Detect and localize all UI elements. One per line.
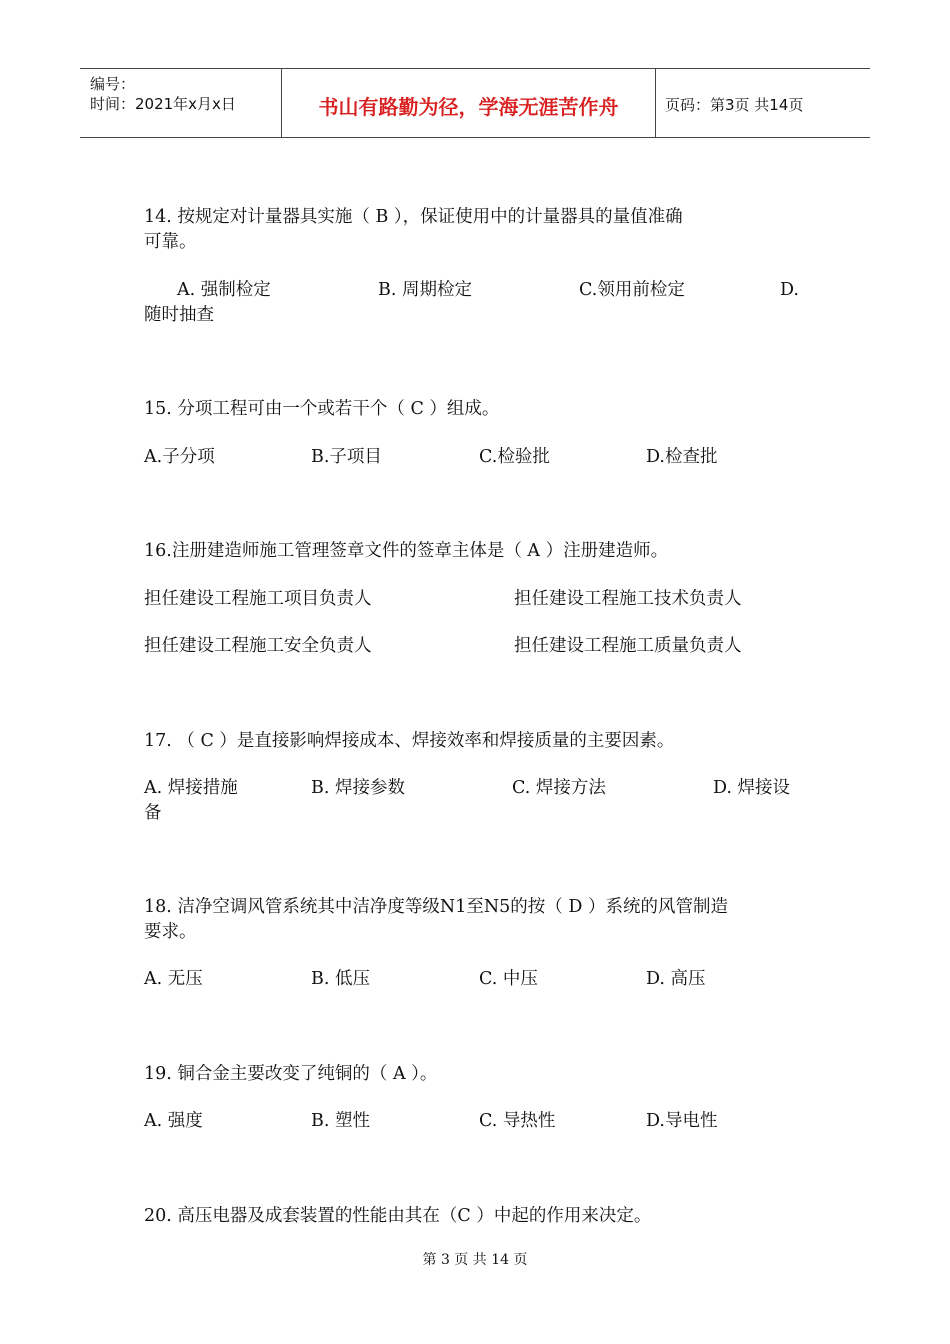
question-16-option-c: 担任建设工程施工安全负责人 [144,636,372,656]
question-19-option-c: C. 导热性 [479,1111,556,1131]
time-label: 时间：2021年x月x日 [90,95,236,113]
header-motto-cell [281,69,656,137]
question-18-stem-line-2: 要求。 [144,922,197,942]
header-page-cell [655,69,870,137]
question-14-option-a: A. 强制检定 [177,280,271,300]
question-18-option-a: A. 无压 [144,969,203,989]
question-20-stem: 20. 高压电器及成套装置的性能由其在（C ）中起的作用来决定。 [144,1206,652,1226]
question-14-option-d: D. [780,280,799,300]
question-18-option-d: D. 高压 [646,969,706,989]
question-14-option-c: C.领用前检定 [579,280,685,300]
question-17-option-a: A. 焊接措施 [144,778,238,798]
question-14-stem-line-1: 14. 按规定对计量器具实施（ B ），保证使用中的计量器具的量值准确 [144,207,683,227]
question-15-option-c: C.检验批 [479,447,550,467]
motto-text: 书山有路勤为径，学海无涯苦作舟 [318,95,619,119]
question-18-option-c: C. 中压 [479,969,538,989]
question-16-stem: 16.注册建造师施工管理签章文件的签章主体是（ A ）注册建造师。 [144,541,669,561]
question-16-option-d: 担任建设工程施工质量负责人 [514,636,742,656]
question-15-option-a: A.子分项 [144,447,215,467]
page-footer: 第 3 页 共 14 页 [422,1252,528,1268]
question-15-option-b: B.子项目 [311,447,382,467]
question-14-stem-line-2: 可靠。 [144,232,197,252]
question-16-option-b: 担任建设工程施工技术负责人 [514,589,742,609]
number-label: 编号： [90,75,136,93]
question-17-option-c: C. 焊接方法 [512,778,606,798]
question-19-stem: 19. 铜合金主要改变了纯铜的（ A ）。 [144,1064,438,1084]
question-14-option-d-wrap: 随时抽查 [144,305,214,325]
question-17-option-d: D. 焊接设 [713,778,791,798]
page-header [80,68,870,138]
question-19-option-b: B. 塑性 [311,1111,370,1131]
question-17-option-b: B. 焊接参数 [311,778,405,798]
question-17-option-d-wrap: 备 [144,803,162,823]
header-meta-cell [80,69,281,137]
question-18-option-b: B. 低压 [311,969,370,989]
question-18-stem-line-1: 18. 洁净空调风管系统其中洁净度等级N1至N5的按（ D ）系统的风管制造 [144,897,728,917]
page-info: 页码：第3页 共14页 [665,96,804,114]
question-17-stem: 17. （ C ）是直接影响焊接成本、焊接效率和焊接质量的主要因素。 [144,731,675,751]
question-16-option-a: 担任建设工程施工项目负责人 [144,589,372,609]
question-15-stem: 15. 分项工程可由一个或若干个（ C ）组成。 [144,399,500,419]
question-19-option-a: A. 强度 [144,1111,203,1131]
question-14-option-b: B. 周期检定 [378,280,472,300]
question-19-option-d: D.导电性 [646,1111,718,1131]
question-15-option-d: D.检查批 [646,447,718,467]
